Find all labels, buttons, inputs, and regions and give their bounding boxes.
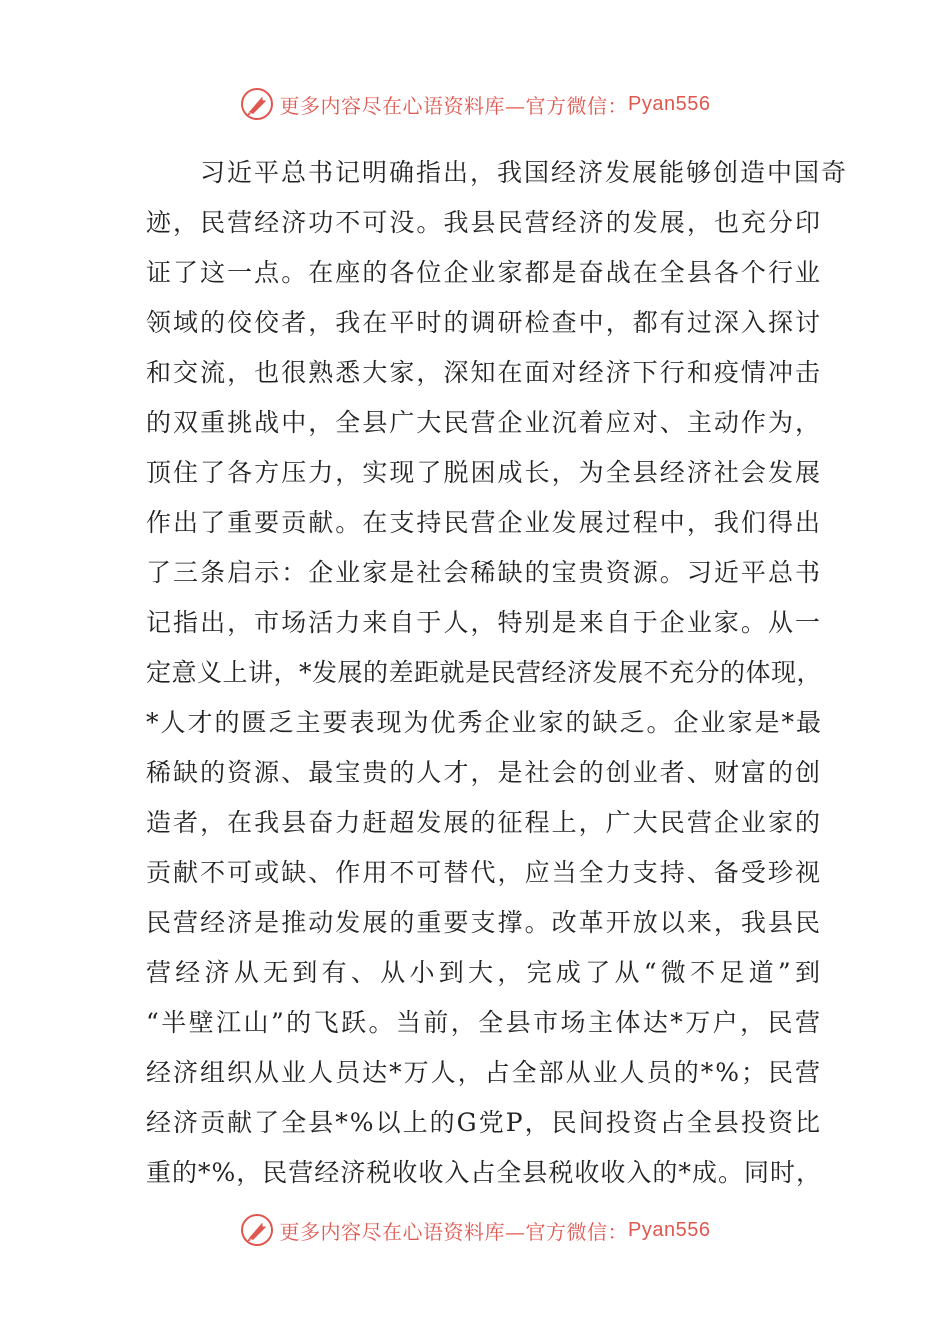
body-line: 作出了重要贡献。在支持民营企业发展过程中，我们得出 — [146, 508, 822, 537]
body-line: 领域的佼佼者，我在平时的调研检查中，都有过深入探讨 — [146, 308, 822, 337]
body-line: *人才的匮乏主要表现为优秀企业家的缺乏。企业家是*最 — [146, 708, 824, 737]
body-line: 贡献不可或缺、作用不可替代，应当全力支持、备受珍视 — [146, 858, 822, 887]
banner-wechat-id: Pyan556 — [628, 92, 711, 115]
footer-watermark-banner — [0, 1210, 950, 1250]
body-line: 迹，民营经济功不可没。我县民营经济的发展，也充分印 — [146, 208, 822, 237]
header-watermark-banner — [0, 84, 950, 124]
body-line: 经济组织从业人员达*万人，占全部从业人员的*%；民营 — [146, 1058, 822, 1087]
body-line: 习近平总书记明确指出，我国经济发展能够创造中国奇 — [146, 158, 849, 187]
banner-text: 更多内容尽在心语资料库— — [279, 93, 526, 118]
body-line: 民营经济是推动发展的重要支撑。改革开放以来，我县民 — [146, 908, 822, 937]
document-body — [146, 148, 849, 1198]
pen-nib-logo-icon — [240, 1213, 274, 1247]
body-line: 重的*%，民营经济税收收入占全县税收收入的*成。同时， — [146, 1158, 822, 1187]
body-line: 稀缺的资源、最宝贵的人才，是社会的创业者、财富的创 — [146, 758, 822, 787]
banner-text: 更多内容尽在心语资料库— — [279, 1219, 526, 1244]
body-line: 和交流，也很熟悉大家，深知在面对经济下行和疫情冲击 — [146, 358, 822, 387]
body-line: 营经济从无到有、从小到大，完成了从“微不足道”到 — [146, 958, 822, 987]
body-line: 顶住了各方压力，实现了脱困成长，为全县经济社会发展 — [146, 458, 822, 487]
body-line: 了三条启示：企业家是社会稀缺的宝贵资源。习近平总书 — [146, 558, 822, 587]
body-line: 的双重挑战中，全县广大民营企业沉着应对、主动作为， — [146, 408, 822, 437]
body-line: 定意义上讲，*发展的差距就是民营经济发展不充分的体现， — [146, 658, 823, 687]
body-line: 记指出，市场活力来自于人，特别是来自于企业家。从一 — [146, 608, 822, 637]
body-line: “半壁江山”的飞跃。当前，全县市场主体达*万户，民营 — [146, 1008, 822, 1037]
banner-wechat-label: 官方微信： — [525, 93, 629, 118]
body-line: 证了这一点。在座的各位企业家都是奋战在全县各个行业 — [146, 258, 822, 287]
banner-wechat-id: Pyan556 — [628, 1218, 711, 1241]
banner-wechat-label: 官方微信： — [525, 1219, 629, 1244]
pen-nib-logo-icon — [240, 87, 274, 121]
body-line: 经济贡献了全县*%以上的G党P，民间投资占全县投资比 — [146, 1108, 822, 1137]
body-line: 造者，在我县奋力赶超发展的征程上，广大民营企业家的 — [146, 808, 822, 837]
